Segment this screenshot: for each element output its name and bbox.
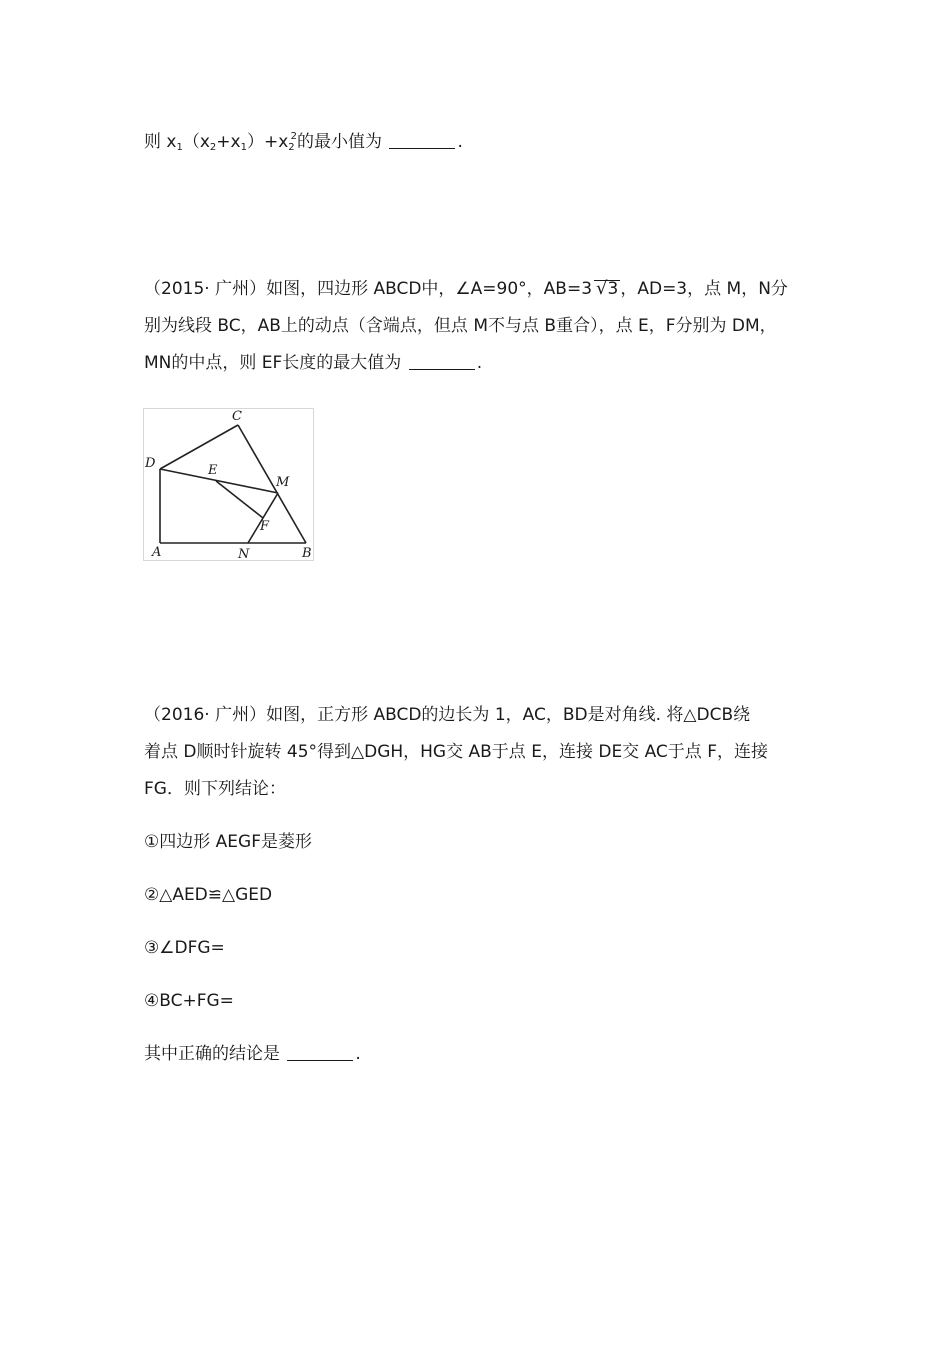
answer-blank[interactable]	[409, 353, 475, 370]
geometry-figure	[143, 408, 314, 561]
q3-line-3: FG．则下列结论：	[144, 779, 286, 799]
q2-line-2: 别为线段 BC，AB上的动点（含端点，但点 M不与点 B重合），点 E，F分别为 DM，	[144, 316, 777, 336]
label-b: B	[302, 546, 312, 560]
q1-line: 则 $x_1(x_2+x_1)+x_2^2$的最小值为 .	[144, 131, 463, 153]
figure-svg	[144, 409, 313, 560]
segment-cd	[160, 425, 238, 469]
answer-blank[interactable]	[389, 132, 455, 149]
label-n: N	[238, 547, 250, 560]
q3-item-3: ③∠DFG=	[144, 938, 225, 958]
segment-bc	[238, 425, 306, 543]
sqrt-expression: √3	[596, 278, 619, 299]
q3-line-2: 着点 D顺时针旋转 45°得到△DGH，HG交 AB于点 E，连接 DE交 AC于点 F，连接	[144, 742, 768, 762]
label-a: A	[152, 545, 162, 560]
label-c: C	[232, 409, 242, 424]
q3-item-1: ①四边形 AEGF是菱形	[144, 832, 312, 852]
q2-line-1: （2015· 广州）如图，四边形 ABCD中，∠A=90°，AB=3 √3 ，AD=3，点 M，N分	[144, 278, 788, 299]
label-e: E	[208, 463, 218, 478]
q2-line-3: MN的中点，则 EF长度的最大值为 .	[144, 353, 483, 373]
answer-blank[interactable]	[287, 1044, 353, 1061]
label-d: D	[145, 456, 156, 471]
segment-ef	[216, 481, 263, 518]
q3-line-1: （2016· 广州）如图，正方形 ABCD的边长为 1，AC，BD是对角线. 将△DCB绕	[144, 705, 751, 725]
q3-item-4: ④BC+FG=	[144, 991, 234, 1011]
label-f: F	[260, 519, 270, 534]
segment-dm	[160, 469, 278, 493]
q3-item-2: ②△AED≌△GED	[144, 885, 273, 905]
q3-conclusion: 其中正确的结论是 .	[144, 1044, 361, 1064]
label-m: M	[276, 475, 290, 490]
